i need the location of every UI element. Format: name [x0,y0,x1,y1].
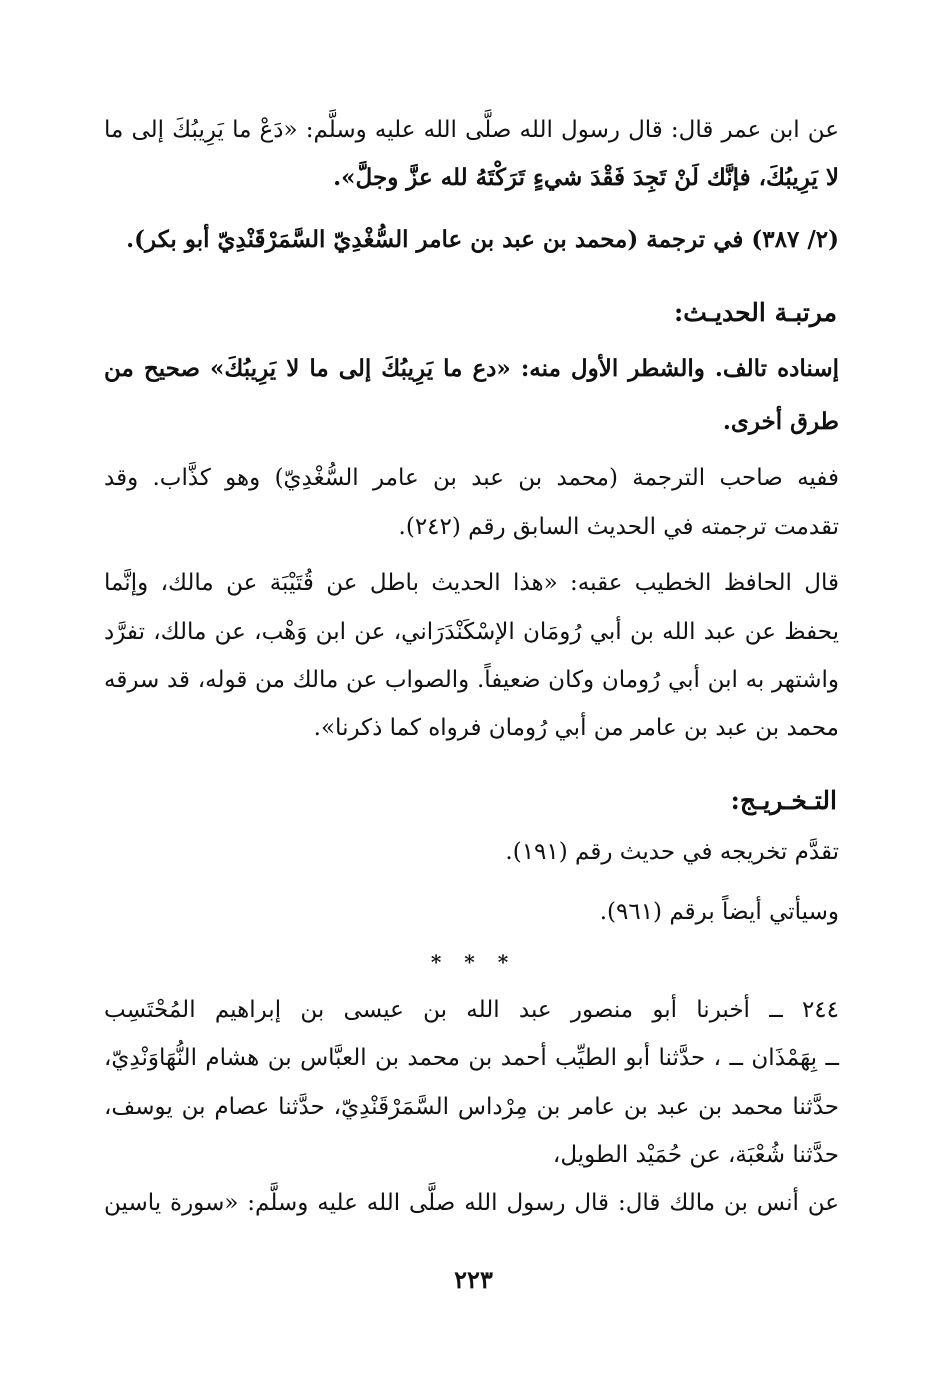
isnad-text-line: حدَّثنا شُعْبَة، عن حُمَيْد الطويل، [552,1142,839,1168]
isnad-text-line: ــ بِهَمْذَان ــ ، حدَّثنا أبو الطيِّب أحمد بن محمد بن العبَّاس بن هشام النُّهَاوَنْدِيّ، [104,1045,839,1071]
khatib-quote-line: واشتهر به ابن أبي رُومان وكان ضعيفاً. والصواب عن مالك من قوله، قد سرقه [104,667,839,693]
source-reference-line: (٢/ ٣٨٧) في ترجمة (محمد بن عبد بن عامر السُّغْدِيّ السَّمَرْقَنْدِيّ أبو بكر). [126,226,839,253]
narrator-note-line: تقدمت ترجمته في الحديث السابق رقم (٢٤٢). [398,514,839,540]
isnad-text-line: ٢٤٤ ــ أخبرنا أبو منصور عبد الله بن عيسى بن إبراهيم المُحْتَسِب [104,997,839,1023]
rank-text-line: إسناده تالف. والشطر الأول منه: «دع ما يَرِيبُكَ إلى ما لا يَرِيبُكَ» صحيح من [104,355,839,382]
takhrij-text-line: تقدَّم تخريجه في حديث رقم (١٩١). [505,839,839,865]
hadith-text-line: عن أنس بن مالك قال: قال رسول الله صلَّى الله عليه وسلَّم: «سورة ياسين [104,1190,839,1216]
takhrij-heading: التـخـريـج: [730,786,837,815]
section-separator: * * * [430,950,517,974]
page-number: ٢٢٣ [454,1265,493,1294]
khatib-quote-line: يحفظ عن عبد الله بن أبي رُومَان الإسْكَنْدَرَاني، عن ابن وَهْب، عن مالك، تفرَّد [104,619,839,645]
narrator-note-line: ففيه صاحب الترجمة (محمد بن عبد بن عامر السُّغْدِيّ) وهو كذَّاب. وقد [104,465,839,491]
rank-text-line: طرق أخرى. [722,408,839,435]
hadith-rank-heading: مرتبـة الحديـث: [673,298,837,327]
khatib-quote-line: قال الحافظ الخطيب عقبه: «هذا الحديث باطل عن قُتَيْبَة عن مالك، وإنَّما [104,570,839,596]
hadith-text-line: لا يَرِيبُكَ، فإنَّك لَنْ تَجِدَ فَقْدَ شيءٍ تَرَكْتَهُ لله عزَّ وجلَّ». [333,164,839,191]
hadith-text-line: عن ابن عمر قال: قال رسول الله صلَّى الله عليه وسلَّم: «دَعْ ما يَرِيبُكَ إلى ما [104,117,839,143]
khatib-quote-line: محمد بن عبد بن عامر من أبي رُومان فرواه كما ذكرنا». [313,715,839,741]
isnad-text-line: حدَّثنا محمد بن عبد بن عامر بن مِرْداس السَّمَرْقَنْدِيّ، حدَّثنا عصام بن يوسف، [104,1094,839,1120]
takhrij-text-line: وسيأتي أيضاً برقم (٩٦١). [599,899,839,925]
